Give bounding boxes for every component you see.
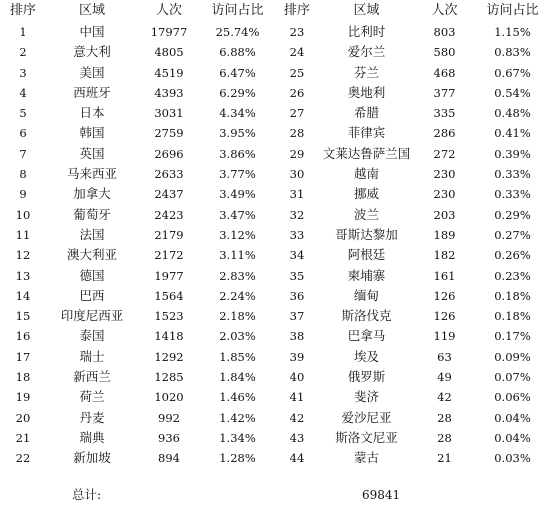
share-cell: 3.11%	[219, 248, 256, 263]
header-region: 区域	[78, 3, 105, 18]
header-rank: 排序	[283, 3, 310, 18]
rank-cell: 8	[19, 167, 27, 182]
visits-cell: 63	[437, 349, 452, 364]
share-cell: 0.33%	[494, 167, 531, 182]
share-cell: 1.42%	[219, 410, 256, 425]
table-row	[0, 245, 550, 265]
visits-cell: 2437	[154, 187, 184, 202]
region-cell: 缅甸	[353, 287, 379, 303]
share-cell: 3.77%	[219, 167, 256, 182]
header-share: 访问占比	[211, 3, 264, 18]
rank-cell: 31	[289, 187, 305, 202]
visits-cell: 1292	[154, 349, 184, 364]
share-cell: 25.74%	[215, 25, 260, 39]
region-cell: 马来西亚	[66, 166, 117, 182]
share-cell: 2.83%	[219, 268, 256, 283]
rank-cell: 40	[289, 370, 305, 385]
table-row	[0, 123, 550, 143]
share-cell: 0.23%	[494, 268, 531, 283]
visits-cell: 2179	[154, 227, 184, 242]
visits-cell: 28	[437, 410, 452, 425]
rank-cell: 22	[15, 451, 31, 466]
table-row	[0, 367, 550, 387]
share-cell: 0.67%	[494, 65, 531, 80]
rank-cell: 28	[289, 126, 305, 141]
rank-cell: 27	[289, 106, 305, 121]
header-region: 区域	[353, 3, 380, 18]
visits-cell: 4393	[154, 85, 184, 100]
rank-cell: 1	[19, 25, 27, 39]
rank-cell: 16	[15, 329, 31, 344]
region-cell: 法国	[79, 226, 105, 242]
visits-cell: 580	[433, 45, 456, 60]
table-row	[0, 22, 550, 42]
rank-cell: 35	[289, 268, 305, 283]
share-cell: 0.04%	[494, 410, 531, 425]
region-cell: 意大利	[73, 44, 111, 60]
table-row	[0, 164, 550, 184]
total-row	[0, 485, 550, 505]
share-cell: 1.85%	[219, 349, 256, 364]
table-row	[0, 306, 550, 326]
share-cell: 0.07%	[494, 370, 531, 385]
rank-cell: 4	[19, 85, 27, 100]
visits-cell: 286	[433, 126, 456, 141]
rank-cell: 38	[289, 329, 305, 344]
visits-cell: 803	[433, 25, 456, 39]
visits-cell: 2759	[154, 126, 184, 141]
region-cell: 荷兰	[79, 389, 105, 405]
visits-cell: 1418	[154, 329, 184, 344]
visits-cell: 119	[433, 329, 456, 344]
visits-cell: 936	[158, 430, 180, 445]
rank-cell: 9	[19, 187, 27, 202]
region-cell: 中国	[79, 24, 105, 39]
table-row	[0, 347, 550, 367]
region-cell: 印度尼西亚	[60, 308, 124, 324]
visits-cell: 468	[433, 65, 456, 80]
visits-cell: 1020	[154, 390, 184, 405]
share-cell: 1.28%	[219, 451, 256, 466]
header-share: 访问占比	[486, 3, 539, 18]
header-rank: 排序	[9, 3, 36, 18]
share-cell: 1.34%	[219, 430, 256, 445]
rank-cell: 15	[15, 309, 31, 324]
region-cell: 德国	[79, 267, 105, 283]
region-cell: 新西兰	[73, 369, 111, 385]
rank-cell: 33	[289, 227, 305, 242]
share-cell: 3.95%	[219, 126, 256, 141]
region-cell: 巴拿马	[347, 328, 386, 344]
share-cell: 0.39%	[494, 146, 531, 161]
share-cell: 3.47%	[219, 207, 256, 222]
share-cell: 0.41%	[494, 126, 531, 141]
rank-cell: 12	[15, 248, 31, 263]
header-visits: 人次	[431, 3, 458, 18]
visits-cell: 2423	[154, 207, 184, 222]
visits-cell: 182	[433, 248, 456, 263]
share-cell: 0.06%	[494, 390, 531, 405]
share-cell: 3.86%	[219, 146, 256, 161]
visits-cell: 28	[437, 430, 452, 445]
share-cell: 2.18%	[219, 309, 256, 324]
rank-cell: 21	[15, 430, 31, 445]
table-row	[0, 428, 550, 448]
table-body	[0, 22, 550, 469]
share-cell: 6.29%	[219, 85, 256, 100]
share-cell: 1.84%	[219, 370, 256, 385]
table-row	[0, 225, 550, 245]
rank-cell: 34	[289, 248, 305, 263]
visits-cell: 1285	[154, 370, 184, 385]
rank-cell: 41	[289, 390, 305, 405]
visits-cell: 2696	[154, 146, 184, 161]
table-row	[0, 103, 550, 123]
region-cell: 加拿大	[73, 186, 111, 202]
table-row	[0, 286, 550, 306]
rank-cell: 17	[15, 349, 31, 364]
visits-cell: 1564	[154, 288, 184, 303]
share-cell: 0.29%	[494, 207, 531, 222]
visits-cell: 230	[433, 187, 456, 202]
visits-cell: 4519	[154, 65, 184, 80]
region-cell: 斯洛伐克	[341, 308, 392, 324]
total-label: 总计:	[72, 487, 102, 502]
share-cell: 3.49%	[219, 187, 256, 202]
share-cell: 2.03%	[219, 329, 256, 344]
region-cell: 埃及	[353, 348, 379, 364]
table-row	[0, 184, 550, 204]
visits-cell: 230	[433, 167, 456, 182]
region-cell: 比利时	[347, 24, 386, 39]
region-cell: 阿根廷	[347, 247, 386, 263]
visits-cell: 377	[433, 85, 456, 100]
table-row	[0, 83, 550, 103]
share-cell: 0.54%	[494, 85, 531, 100]
visits-cell: 189	[433, 227, 456, 242]
rank-cell: 24	[289, 45, 305, 60]
visits-cell: 2633	[154, 167, 184, 182]
rank-cell: 2	[19, 45, 27, 60]
share-cell: 6.47%	[219, 65, 256, 80]
region-cell: 芬兰	[353, 64, 379, 80]
rank-cell: 26	[289, 85, 305, 100]
share-cell: 0.33%	[494, 187, 531, 202]
share-cell: 3.12%	[219, 227, 256, 242]
visits-cell: 21	[437, 451, 452, 466]
share-cell: 0.18%	[494, 309, 531, 324]
share-cell: 6.88%	[219, 45, 256, 60]
rank-cell: 30	[289, 167, 305, 182]
rank-cell: 18	[15, 370, 31, 385]
share-cell: 2.24%	[219, 288, 256, 303]
region-cell: 爱沙尼亚	[341, 409, 392, 425]
visits-cell: 203	[433, 207, 456, 222]
region-cell: 瑞士	[79, 348, 105, 364]
visits-cell: 126	[433, 309, 456, 324]
region-cell: 英国	[79, 145, 105, 161]
visits-cell: 2172	[154, 248, 184, 263]
rank-cell: 20	[15, 410, 31, 425]
table-row	[0, 448, 550, 468]
region-cell: 西班牙	[73, 84, 111, 100]
region-cell: 澳大利亚	[66, 247, 117, 263]
rank-cell: 39	[289, 349, 305, 364]
share-cell: 0.09%	[494, 349, 531, 364]
rank-cell: 29	[289, 146, 305, 161]
visits-cell: 3031	[154, 106, 184, 121]
region-cell: 挪威	[353, 186, 379, 202]
table-row	[0, 387, 550, 407]
region-cell: 泰国	[79, 328, 105, 344]
region-cell: 新加坡	[73, 450, 111, 466]
rank-cell: 32	[289, 207, 305, 222]
visits-cell: 4805	[154, 45, 184, 60]
table-row	[0, 266, 550, 286]
table-row	[0, 408, 550, 428]
visits-cell: 894	[158, 451, 180, 466]
region-cell: 斐济	[353, 389, 379, 405]
rank-cell: 23	[289, 25, 305, 39]
rank-cell: 6	[19, 126, 27, 141]
share-cell: 1.15%	[494, 25, 531, 39]
share-cell: 0.26%	[494, 248, 531, 263]
visits-cell: 126	[433, 288, 456, 303]
visits-cell: 1523	[154, 309, 184, 324]
visits-cell: 17977	[150, 25, 188, 39]
table-row	[0, 42, 550, 62]
share-cell: 0.27%	[494, 227, 531, 242]
share-cell: 0.18%	[494, 288, 531, 303]
table-row	[0, 205, 550, 225]
rank-cell: 11	[15, 227, 31, 242]
region-cell: 爱尔兰	[347, 44, 386, 60]
region-cell: 越南	[353, 166, 379, 182]
region-cell: 瑞典	[79, 429, 105, 445]
visits-cell: 272	[433, 146, 456, 161]
region-cell: 文莱达鲁萨兰国	[322, 145, 411, 161]
region-cell: 奥地利	[347, 84, 386, 100]
region-cell: 巴西	[79, 287, 105, 303]
region-cell: 葡萄牙	[73, 206, 111, 222]
rank-cell: 10	[15, 207, 31, 222]
region-cell: 丹麦	[79, 409, 105, 425]
table-row	[0, 326, 550, 346]
rank-cell: 36	[289, 288, 305, 303]
rank-cell: 3	[19, 65, 27, 80]
rank-cell: 13	[15, 268, 31, 283]
rank-cell: 5	[19, 106, 27, 121]
rank-cell: 7	[19, 146, 27, 161]
total-value: 69841	[362, 488, 401, 502]
region-cell: 日本	[79, 105, 105, 121]
table-row	[0, 63, 550, 83]
header-visits: 人次	[155, 3, 182, 18]
share-cell: 0.04%	[494, 430, 531, 445]
region-cell: 美国	[79, 64, 105, 80]
share-cell: 1.46%	[219, 390, 256, 405]
share-cell: 0.48%	[494, 106, 531, 121]
region-cell: 希腊	[353, 105, 379, 121]
visits-cell: 1977	[154, 268, 184, 283]
region-cell: 斯洛文尼亚	[335, 429, 398, 445]
region-cell: 柬埔寨	[347, 267, 386, 283]
region-cell: 蒙古	[353, 450, 379, 466]
rank-cell: 44	[289, 451, 305, 466]
visits-cell: 49	[437, 370, 452, 385]
visits-cell: 42	[437, 390, 452, 405]
header-row	[0, 0, 550, 22]
rank-cell: 37	[289, 309, 305, 324]
share-cell: 0.17%	[494, 329, 531, 344]
region-cell: 俄罗斯	[347, 369, 386, 385]
region-cell: 波兰	[353, 206, 379, 222]
visits-cell: 335	[433, 106, 456, 121]
rank-cell: 19	[15, 390, 31, 405]
rank-cell: 14	[15, 288, 31, 303]
share-cell: 0.03%	[494, 451, 531, 466]
share-cell: 4.34%	[219, 106, 256, 121]
region-cell: 哥斯达黎加	[335, 226, 398, 242]
table-row	[0, 144, 550, 164]
rank-cell: 43	[289, 430, 305, 445]
region-cell: 菲律宾	[347, 125, 386, 141]
share-cell: 0.83%	[494, 45, 531, 60]
rank-cell: 42	[289, 410, 305, 425]
region-cell: 韩国	[79, 125, 105, 141]
visits-cell: 161	[433, 268, 456, 283]
rank-cell: 25	[289, 65, 305, 80]
visits-cell: 992	[158, 410, 180, 425]
